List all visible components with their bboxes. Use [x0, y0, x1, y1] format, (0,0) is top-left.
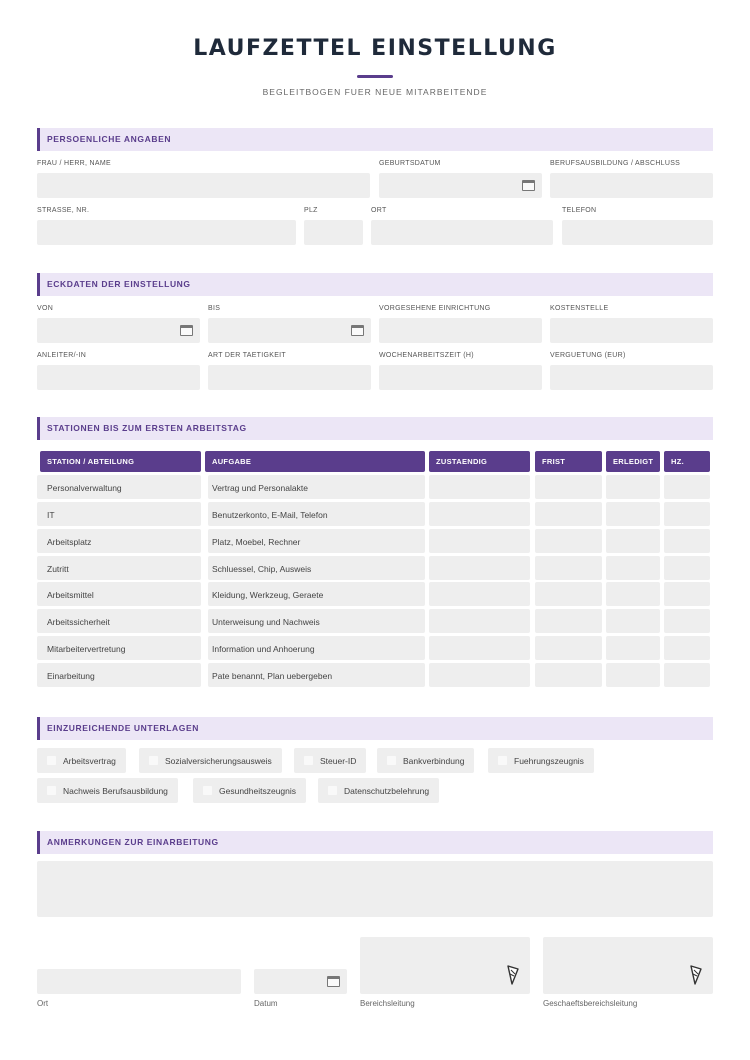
checkbox-social-security-card[interactable]: [139, 748, 282, 773]
label-place: Ort: [37, 999, 49, 1008]
cell-initials[interactable]: [664, 475, 710, 499]
cell-station: Zutritt: [37, 556, 201, 580]
birthdate-field[interactable]: [379, 173, 542, 198]
cell-task: Unterweisung und Nachweis: [208, 609, 425, 633]
label-executive: Geschaeftsbereichsleitung: [543, 999, 638, 1008]
division-head-signature-field[interactable]: [360, 937, 530, 994]
title-underline: [357, 75, 393, 78]
to-date-field[interactable]: [208, 318, 371, 343]
cell-deadline[interactable]: [535, 529, 602, 553]
cell-deadline[interactable]: [535, 609, 602, 633]
label-pay: VERGUETUNG (EUR): [550, 352, 626, 359]
section-stations-title: STATIONEN BIS ZUM ERSTEN ARBEITSTAG: [47, 423, 247, 433]
cell-responsible[interactable]: [429, 663, 530, 687]
checkbox-box[interactable]: [387, 756, 396, 765]
cell-done[interactable]: [606, 636, 660, 660]
activity-field[interactable]: [208, 365, 371, 390]
checkbox-label: Fuehrungszeugnis: [514, 756, 584, 766]
section-keydata-title: ECKDATEN DER EINSTELLUNG: [47, 279, 191, 289]
checkbox-police-certificate[interactable]: [488, 748, 594, 773]
cell-responsible[interactable]: [429, 582, 530, 606]
checkbox-box[interactable]: [203, 786, 212, 795]
column-header-station: STATION / ABTEILUNG: [40, 451, 201, 472]
column-header-done: ERLEDIGT: [606, 451, 660, 472]
cell-done[interactable]: [606, 529, 660, 553]
cell-initials[interactable]: [664, 556, 710, 580]
checkbox-health-certificate[interactable]: [193, 778, 306, 803]
label-cost-center: KOSTENSTELLE: [550, 305, 609, 312]
cell-task: Schluessel, Chip, Ausweis: [208, 556, 425, 580]
section-personal-title: PERSOENLICHE ANGABEN: [47, 134, 172, 144]
checkbox-data-protection[interactable]: [318, 778, 439, 803]
label-city: ORT: [371, 207, 387, 214]
label-activity: ART DER TAETIGKEIT: [208, 352, 287, 359]
name-field[interactable]: [37, 173, 370, 198]
cost-center-field[interactable]: [550, 318, 713, 343]
label-facility: VORGESEHENE EINRICHTUNG: [379, 305, 491, 312]
date-field[interactable]: [254, 969, 347, 994]
cell-initials[interactable]: [664, 609, 710, 633]
column-header-responsible: ZUSTAENDIG: [429, 451, 530, 472]
cell-task: Benutzerkonto, E-Mail, Telefon: [208, 502, 425, 526]
checkbox-box[interactable]: [498, 756, 507, 765]
cell-initials[interactable]: [664, 529, 710, 553]
section-personal: [37, 128, 713, 151]
education-field[interactable]: [550, 173, 713, 198]
cell-station: Arbeitsplatz: [37, 529, 201, 553]
calendar-icon[interactable]: [327, 976, 340, 987]
cell-task: Vertrag und Personalakte: [208, 475, 425, 499]
page-subtitle: BEGLEITBOGEN FUER NEUE MITARBEITENDE: [262, 87, 488, 97]
section-notes-title: ANMERKUNGEN ZUR EINARBEITUNG: [47, 837, 219, 847]
cell-initials[interactable]: [664, 663, 710, 687]
label-birthdate: GEBURTSDATUM: [379, 160, 441, 167]
column-header-initials: HZ.: [664, 451, 710, 472]
cell-initials[interactable]: [664, 502, 710, 526]
cell-deadline[interactable]: [535, 502, 602, 526]
executive-signature-field[interactable]: [543, 937, 713, 994]
cell-station: Mitarbeitervertretung: [37, 636, 201, 660]
checkbox-label: Datenschutzbelehrung: [344, 786, 430, 796]
checkbox-label: Steuer-ID: [320, 756, 357, 766]
cell-station: Einarbeitung: [37, 663, 201, 687]
section-keydata: [37, 273, 713, 296]
cell-deadline[interactable]: [535, 475, 602, 499]
checkbox-box[interactable]: [47, 756, 56, 765]
cell-done[interactable]: [606, 502, 660, 526]
column-header-deadline: FRIST: [535, 451, 602, 472]
cell-done[interactable]: [606, 609, 660, 633]
cell-task: Kleidung, Werkzeug, Geraete: [208, 582, 425, 606]
cell-initials[interactable]: [664, 636, 710, 660]
label-education: BERUFSAUSBILDUNG / ABSCHLUSS: [550, 160, 681, 167]
checkbox-box[interactable]: [304, 756, 313, 765]
label-to: BIS: [208, 305, 221, 312]
cell-done[interactable]: [606, 582, 660, 606]
phone-field[interactable]: [562, 220, 713, 245]
label-name: FRAU / HERR, NAME: [37, 160, 111, 167]
facility-field[interactable]: [379, 318, 542, 343]
checkbox-label: Bankverbindung: [403, 756, 465, 766]
from-date-field[interactable]: [37, 318, 200, 343]
cell-initials[interactable]: [664, 582, 710, 606]
calendar-icon[interactable]: [522, 180, 535, 191]
cell-deadline[interactable]: [535, 556, 602, 580]
cell-station: IT: [37, 502, 201, 526]
pen-icon: [506, 964, 520, 986]
checkbox-label: Arbeitsvertrag: [63, 756, 116, 766]
label-from: VON: [37, 305, 54, 312]
section-documents-title: EINZUREICHENDE UNTERLAGEN: [47, 723, 199, 733]
cell-deadline[interactable]: [535, 582, 602, 606]
checkbox-bank-details[interactable]: [377, 748, 474, 773]
place-field[interactable]: [37, 969, 241, 994]
cell-done[interactable]: [606, 556, 660, 580]
checkbox-box[interactable]: [47, 786, 56, 795]
cell-task: Platz, Moebel, Rechner: [208, 529, 425, 553]
section-stations: [37, 417, 713, 440]
cell-station: Personalverwaltung: [37, 475, 201, 499]
checkbox-box[interactable]: [328, 786, 337, 795]
label-zip: PLZ: [304, 207, 318, 214]
pen-icon: [689, 964, 703, 986]
cell-responsible[interactable]: [429, 556, 530, 580]
cell-deadline[interactable]: [535, 636, 602, 660]
column-header-task: AUFGABE: [205, 451, 425, 472]
label-hours: WOCHENARBEITSZEIT (H): [379, 352, 474, 359]
calendar-icon[interactable]: [351, 325, 364, 336]
cell-task: Pate benannt, Plan uebergeben: [208, 663, 425, 687]
label-street: STRASSE, NR.: [37, 207, 90, 214]
notes-textarea[interactable]: [37, 861, 713, 917]
cell-deadline[interactable]: [535, 663, 602, 687]
city-field[interactable]: [371, 220, 553, 245]
cell-station: Arbeitsmittel: [37, 582, 201, 606]
cell-task: Information und Anhoerung: [208, 636, 425, 660]
checkbox-tax-id[interactable]: [294, 748, 366, 773]
cell-responsible[interactable]: [429, 475, 530, 499]
zip-field[interactable]: [304, 220, 363, 245]
pay-field[interactable]: [550, 365, 713, 390]
cell-responsible[interactable]: [429, 529, 530, 553]
label-date: Datum: [254, 999, 278, 1008]
cell-done[interactable]: [606, 475, 660, 499]
checkbox-label: Sozialversicherungsausweis: [165, 756, 272, 766]
checkbox-employment-contract[interactable]: [37, 748, 126, 773]
page-title: LAUFZETTEL EINSTELLUNG: [193, 36, 557, 61]
label-mentor: ANLEITER/-IN: [37, 352, 87, 359]
cell-done[interactable]: [606, 663, 660, 687]
cell-responsible[interactable]: [429, 636, 530, 660]
cell-responsible[interactable]: [429, 609, 530, 633]
checkbox-training-proof[interactable]: [37, 778, 178, 803]
mentor-field[interactable]: [37, 365, 200, 390]
checkbox-box[interactable]: [149, 756, 158, 765]
hours-field[interactable]: [379, 365, 542, 390]
label-division-head: Bereichsleitung: [360, 999, 415, 1008]
section-notes: [37, 831, 713, 854]
label-phone: TELEFON: [562, 207, 597, 214]
cell-responsible[interactable]: [429, 502, 530, 526]
checkbox-label: Gesundheitszeugnis: [219, 786, 297, 796]
section-documents: [37, 717, 713, 740]
calendar-icon[interactable]: [180, 325, 193, 336]
street-field[interactable]: [37, 220, 296, 245]
checkbox-label: Nachweis Berufsausbildung: [63, 786, 168, 796]
cell-station: Arbeitssicherheit: [37, 609, 201, 633]
